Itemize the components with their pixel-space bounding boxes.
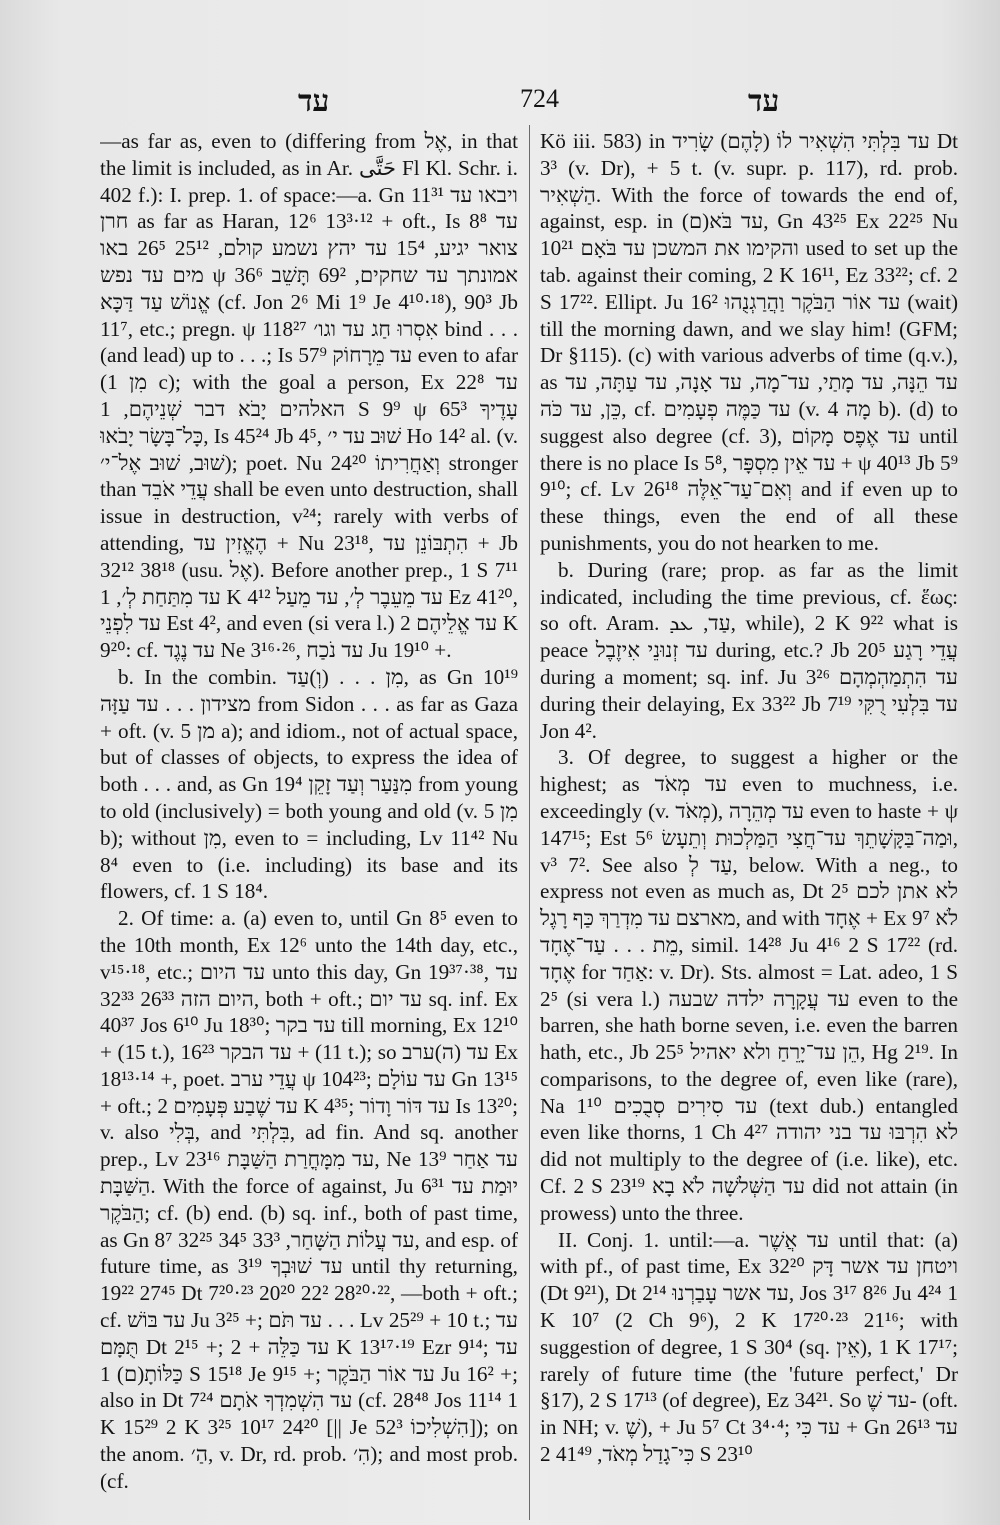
entry-paragraph: Kö iii. 583) in עד בִּלְתִּי הִשְׁאִיר לוֹ (לָהֶם) שָׂרִיד Dt 3³ (v. Dr), + 5 t. (v. supr. p. 117), rd. prob. הַשְׁאִיר. With the force of towards the end of, against, esp. in עד בֹּא(ם), Gn 43²⁵ Ex 22²⁵ Nu 10²¹ והקימו את המשכן עד בֹּאָם used to set up the tab. against their coming, 2 K 16¹¹, Ez 33²²; cf. 2 S 17²². Ellipt. Ju 16² עד אוֹר הַבֹּקֶר וַהֲרַגְנֻהוּ (wait) till the morning dawn, and we slay him! (GFM; Dr §115). (c) with various adverbs of time (q.v.), as עד הֵנָּה, עד מָתַי, עד־מָה, עד אָנָה, עד עַתָּה, עד כֵּן, עד כֹּה, cf. עד כַּמֶּה פְעָמִים (v. מָה 4 b). (d) to suggest also degree (cf. 3), עד אֶפֶס מָקוֹם until there is no place Is 5⁸, עד אֵין מִסְפָּר + ψ 40¹³ Jb 5⁹ 9¹⁰; cf. Lv 26¹⁸ וְאִם־עַד־אֵלֶּה and if even up to these things, even the end of all these punishments, you do not hearken to me. [540,129,958,555]
entry-paragraph: b. During (rare; prop. as far as the limit indicated, including the time previous, cf. ἕως: so oft. Aram. עַד, ܥܕ, while), 2 K 9²² what is peace עד זְנוּנֵי אִיזֶבֶל during, etc.? Jb 20⁵ עֲדֵי רָגַע during a moment; sq. inf. Ju 3²⁶ עד הִתְמַהְמְהָם during their delaying, Ex 33²² Jb 7¹⁹ עד בִּלְעִי רֻקִּי Jon 4². [540,557,958,743]
left-running-head: עד [298,84,330,119]
left-column [100,128,518,1523]
entry-paragraph: II. Conj. 1. until:—a. עד אֲשֶׁר until that: (a) with pf., of past time, Ex 32²⁰ ויטחן עד אשר דָּק (Dt 9²¹), Dt 2¹⁴ עד אשר עָבַרְנוּ, Jos 3¹⁷ 8²⁶ Ju 4²⁴ 1 K 10⁷ (2 Ch 9⁶), 2 K 17²⁰·²³ 21¹⁶; with suggestion of degree, 1 S 30⁴ (sq. אֵין), 1 K 17¹⁷; rarely of future time (the 'future perfect,' Dr §17), 2 S 17¹³ (of degree), Ez 34²¹. So עד שֶׁ- (oft. in NH; v. שֶׁ), + Ju 5⁷ Ct 3⁴·⁴; עד כִּי + Gn 26¹³ עד כִּי־גָדַל מְאֹד, 41⁴⁹ 2 S 23¹⁰ [540,1227,958,1467]
entry-paragraph: —as far as, even to (differing from אֶל, in that the limit is included, as in Ar. حَتَّى Fl Kl. Schr. i. 402 f.): I. prep. 1. of space:—a. Gn 11³¹ ויבאו עד חרן as far as Haran, 12⁶ 13³·¹² + oft., Is 8⁸ עד צואר יגיע, 15⁴ עד יהץ נשמע קולם, 25¹² 26⁵ באו מים עד נפש ψ 36⁶ אמונתך עד שחקים, 69² תָּשֵׁב אֱנוֹשׁ עַד דַּכָּא (cf. Jon 2⁶ Mi 1⁹ Je 4¹⁰·¹⁸), 90³ Jb 11⁷, etc.; pregn. ψ 118²⁷ אִסְרוּ חַג עד וגו׳ bind . . . (and lead) up to . . .; Is 57⁹ עד מֵרָחוֹק even to afar (מִן 1 c); with the goal a person, Ex 22⁸ עד האלהים יָבֹא דבר שְׁנֵיהֶם, 1 S 9⁹ ψ 65³ עָדֶיךָ כָּל־בָּשָׂר יָבֹאוּ, Is 45²⁴ Jb 4⁵, שׁוּב עד י׳ Ho 14² al. (v. שׁוּב, שׁוּב אֶל־י׳); poet. Nu 24²⁰ וְאַחֲרִיתוֹ stronger than עֲדֵי אֹבֵד shall be even unto destruction, shall issue in destruction, v²⁴; rarely with verbs of attending, הֶאֱזִין עד + Nu 23¹⁸, הִתְבּוֹנֵן עד + Jb 32¹² 38¹⁸ (usu. אֶל). Before another prep., 1 S 7¹¹ עד מִתַּחַת לְ׳, 1 K 4¹² עד מֵעֵבֶר לְ׳, עד מֵעַל Ez 41²⁰, עד לִפְנֵי Est 4², and even (si vera l.) עד אֱלֵיהֶם 2 K 9²⁰: cf. עד נֶגֶד Ne 3¹⁶·²⁶, עד נֹכַח Ju 19¹⁰ +. [100,129,518,663]
entry-paragraph: 3. Of degree, to suggest a higher or the highest; as עד מְאֹד even to muchness, i.e. exceedingly (v. מְאֹד), עד מְהֵרָה even to haste + ψ 147¹⁵; Est 5⁶ וּמַה־בַּקָּשָׁתֵךְ עד־חֲצִי הַמַּלְכוּת וְתֵעָשׂ, v³ 7². See also עַד לְ, below. With a neg., to express not even as much as, Dt 2⁵ לא אתן לכם מארצם עד מִדְרַךְ כַּף רָגֶל, and with אֶחָד + Ex 9⁷ לֹא מֵת . . . עַד־אֶחָד, simil. 14²⁸ Ju 4¹⁶ 2 S 17²² (rd. אֶחָד for אַחַד: v. Dr). Sts. almost = Lat. adeo, 1 S 2⁵ (si vera l.) עד עֲקָרָה ילדה שבעה even to the barren, she hath borne seven, i.e. even the barren hath, etc., Jb 25⁵ הֵן עד־יָרֵחַ ולא יאהיל, Hg 2¹⁹. In comparisons, to the degree of, even like (rare), Na 1¹⁰ עד סִירִים סְבֻכִים (text dub.) entangled even like thorns, 1 Ch 4²⁷ לא הִרְבּוּ עד בני יהודה did not multiply to the degree of (i.e. like), etc. Cf. 2 S 23¹⁹ עד הַשְּׁלשָׁה לֹא בָא did not attain (in prowess) unto the three. [540,745,958,1225]
page-number: 724 [520,84,559,113]
column-divider [529,125,530,1520]
right-column [540,128,958,1523]
entry-paragraph: b. In the combin. מִן . . . (וְ)עַד, as Gn 10¹⁹ מצידון . . . עד עַזָּה from Sidon . . . as far as Gaza + oft. (v. מן 5 a); and idiom., not of actual space, but of classes of objects, to express the idea of both . . . and, as Gn 19⁴ מִנַּעַר וְעַד זָקֵן from young to old (inclusively) = both young and old (v. מִן 5 b); without מִן, even to = including, Lv 11⁴² Nu 8⁴ even to (i.e. including) its base and its flowers, cf. 1 S 18⁴. [100,664,518,904]
right-running-head: עד [748,84,780,119]
entry-paragraph: 2. Of time: a. (a) even to, until Gn 8⁵ even to the 10th month, Ex 12⁶ unto the 14th day, etc., v¹⁵·¹⁸, etc.; עד היום unto this day, Gn 19³⁷·³⁸, עד היום הזה 26³³ 32³³, both + oft.; עד יום sq. inf. Ex 40³⁷ Jos 6¹⁰ Ju 18³⁰; עד בקר till morning, Ex 12¹⁰ + (15 t.), עד הבקר 16²³ + (11 t.); so עד (ה)ערב Ex 18¹³·¹⁴ +, poet. עֲדֵי ערב ψ 104²³; עד עוֹלָם Gn 13¹⁵ + oft.; עד שֶׁבַע פְּעָמִים 2 K 4³⁵; עד דּוֹר וָדוֹר Is 13²⁰; v. also בְּלִי, and בִּלְתִּי, ad fin. And sq. another prep., Lv 23¹⁶ עד מִמָּחֳרַת הַשַּׁבָּת, Ne 13⁹ עד אַחַר הַשַּׁבָּת. With the force of against, Ju 6³¹ יוּמַת עד הַבֹּקֶר; cf. (b) end. (b) sq. inf., both of past time, as Gn 8⁷ 32²⁵ עד עֲלוֹת הַשָּׁחַר, 33³ 34⁵, and esp. of future time, as 3¹⁹ עד שׁוּבְךָ until thy returning, 19²² 27⁴⁵ Dt 7²⁰·²³ 20²⁰ 22² 28²⁰·²², —both + oft.; cf. עד בּוֹשׁ Ju 3²⁵ +; עד תֹּם . . . Lv 25²⁹ + 10 t.; עד תֻּמָּם Dt 2¹⁵ +; עד כַּלֵּה + 2 K 13¹⁷·¹⁹ Ezr 9¹⁴; עד כַּלּוֹתָ(ם) 1 S 15¹⁸ Je 9¹⁵ +; עד אוֹר הַבֹּקֶר Ju 16² +; also in Dt 7²⁴ עד הִשְׁמִדְךָ אֹתָם (cf. 28⁴⁸ Jos 11¹⁴ 1 K 15²⁹ 2 K 3²⁵ 10¹⁷ 24²⁰ [|| Je 52³ הִשְׁלִיכוֹ]); on the anom. הַ׳, v. Dr, rd. prob. הִ׳); and most prob. (cf. [100,906,518,1493]
